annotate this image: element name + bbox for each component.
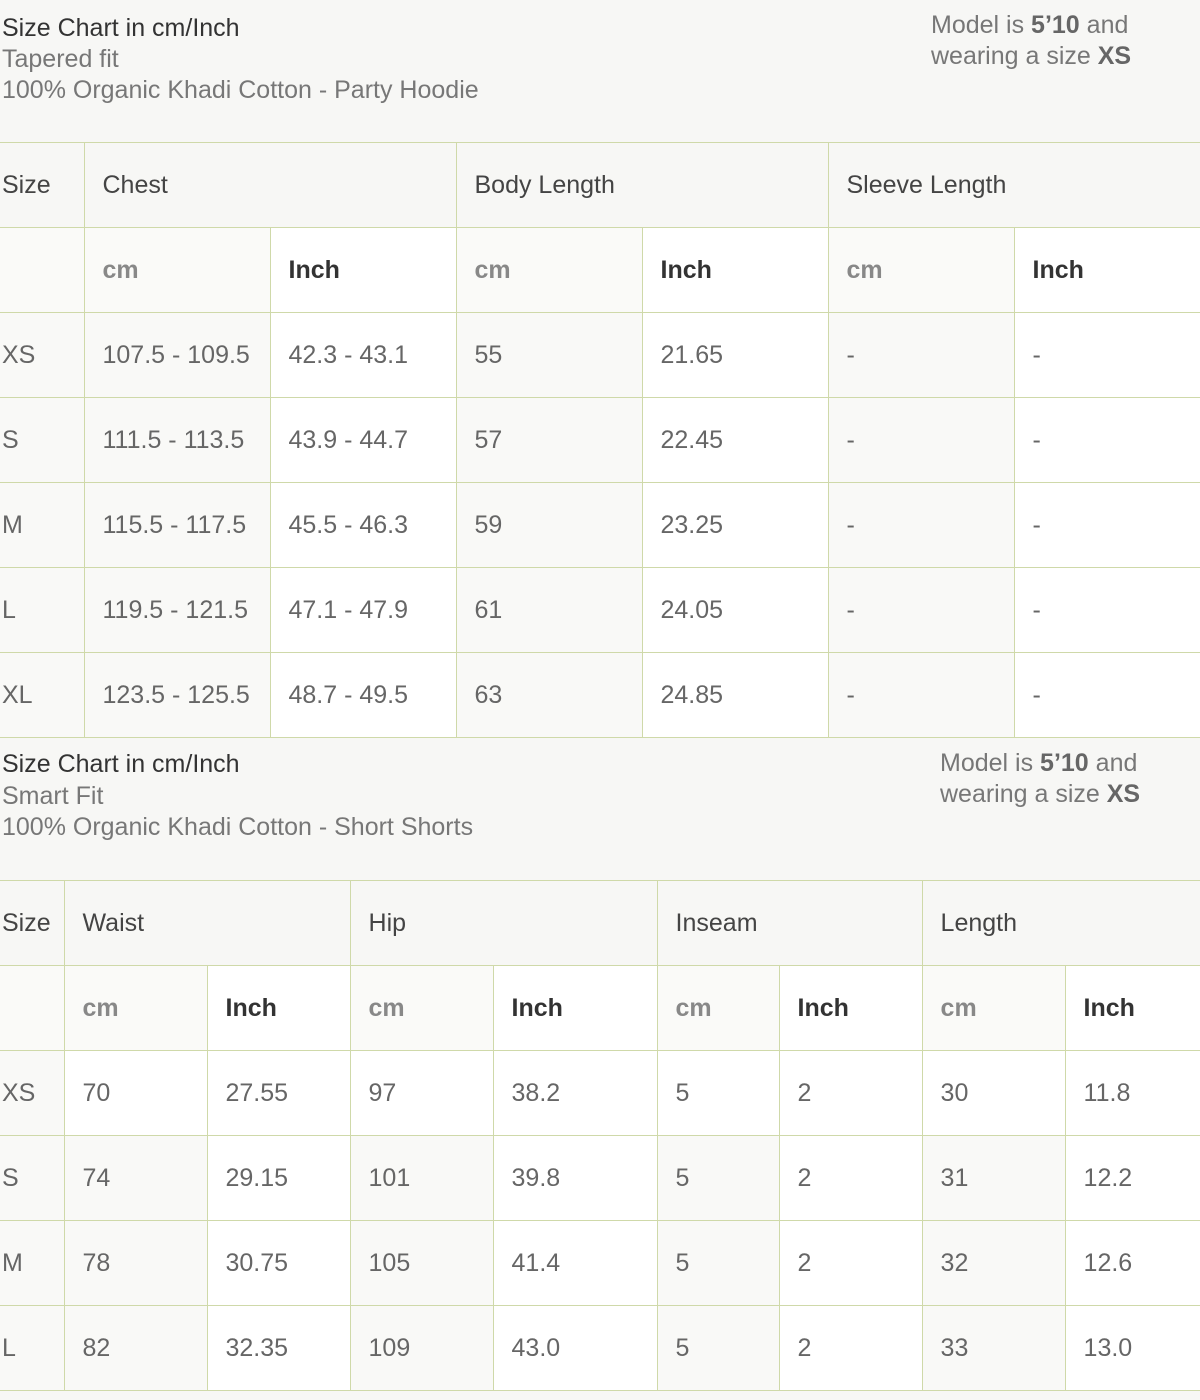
table-cell: 107.5 - 109.5	[84, 313, 270, 398]
unit-cm: cm	[456, 228, 642, 313]
table-cell: 105	[350, 1221, 493, 1306]
table-cell: 27.55	[207, 1051, 350, 1136]
model-info	[931, 10, 1131, 72]
unit-inch: Inch	[779, 966, 922, 1051]
table-row	[0, 653, 1200, 738]
table-cell: 38.2	[493, 1051, 657, 1136]
table-cell: 82	[64, 1306, 207, 1391]
table-cell: -	[828, 398, 1014, 483]
model-height: 5’10	[1031, 11, 1080, 39]
unit-cm: cm	[64, 966, 207, 1051]
table-cell: 33	[922, 1306, 1065, 1391]
table-cell: 55	[456, 313, 642, 398]
table-cell: 111.5 - 113.5	[84, 398, 270, 483]
table-cell: 45.5 - 46.3	[270, 483, 456, 568]
table-cell: 57	[456, 398, 642, 483]
table-row	[0, 1221, 1200, 1306]
table-cell: 41.4	[493, 1221, 657, 1306]
size-header: Size	[0, 881, 64, 966]
model-text: Model is	[940, 749, 1041, 777]
table-row	[0, 1051, 1200, 1136]
unit-inch: Inch	[207, 966, 350, 1051]
sleeve-length-header: Sleeve Length	[828, 143, 1200, 228]
size-header: Size	[0, 143, 84, 228]
table-row	[0, 398, 1200, 483]
model-size: XS	[1097, 42, 1132, 70]
size-cell: S	[0, 398, 84, 483]
unit-header-row	[0, 966, 1200, 1051]
table-cell: -	[828, 483, 1014, 568]
size-cell: L	[0, 568, 84, 653]
waist-header: Waist	[64, 881, 350, 966]
table-cell: 32.35	[207, 1306, 350, 1391]
table-cell: 43.0	[493, 1306, 657, 1391]
table-cell: -	[1014, 653, 1200, 738]
table-cell: 59	[456, 483, 642, 568]
size-cell: M	[0, 1221, 64, 1306]
unit-inch: Inch	[493, 966, 657, 1051]
table-cell: 70	[64, 1051, 207, 1136]
model-text: wearing a size	[940, 780, 1107, 808]
table-cell: 31	[922, 1136, 1065, 1221]
table-cell: 61	[456, 568, 642, 653]
table-cell: 119.5 - 121.5	[84, 568, 270, 653]
hip-header: Hip	[350, 881, 657, 966]
model-text: and	[1088, 749, 1138, 777]
length-header: Length	[922, 881, 1200, 966]
table-cell: 101	[350, 1136, 493, 1221]
table-cell: 12.6	[1065, 1221, 1200, 1306]
unit-header-row	[0, 228, 1200, 313]
table-row	[0, 568, 1200, 653]
table-cell: -	[1014, 313, 1200, 398]
unit-cm: cm	[828, 228, 1014, 313]
model-text: wearing a size	[931, 42, 1098, 70]
shorts-size-chart	[0, 742, 1200, 1400]
table-cell: 115.5 - 117.5	[84, 483, 270, 568]
table-cell: 13.0	[1065, 1306, 1200, 1391]
product-label: 100% Organic Khadi Cotton - Short Shorts	[2, 813, 474, 841]
table-cell: 2	[779, 1051, 922, 1136]
table-cell: 24.85	[642, 653, 828, 738]
table-row	[0, 483, 1200, 568]
unit-cm: cm	[84, 228, 270, 313]
model-info	[940, 748, 1140, 810]
table-cell: 42.3 - 43.1	[270, 313, 456, 398]
table-cell: 12.2	[1065, 1136, 1200, 1221]
empty-cell	[0, 966, 64, 1051]
table-cell: 63	[456, 653, 642, 738]
table-cell: -	[1014, 398, 1200, 483]
table-row	[0, 1306, 1200, 1391]
table-cell: 74	[64, 1136, 207, 1221]
unit-inch: Inch	[1014, 228, 1200, 313]
table-cell: 29.15	[207, 1136, 350, 1221]
size-cell: L	[0, 1306, 64, 1391]
table-cell: 11.8	[1065, 1051, 1200, 1136]
chart-title: Size Chart in cm/Inch	[2, 14, 240, 42]
size-cell: S	[0, 1136, 64, 1221]
table-cell: 30.75	[207, 1221, 350, 1306]
table-cell: 39.8	[493, 1136, 657, 1221]
table-cell: -	[828, 313, 1014, 398]
model-height: 5’10	[1040, 749, 1089, 777]
unit-cm: cm	[922, 966, 1065, 1051]
model-size: XS	[1106, 780, 1141, 808]
table-cell: 2	[779, 1136, 922, 1221]
table-cell: -	[1014, 483, 1200, 568]
size-cell: XS	[0, 313, 84, 398]
chart-title: Size Chart in cm/Inch	[2, 750, 240, 778]
table-cell: 123.5 - 125.5	[84, 653, 270, 738]
group-header-row	[0, 881, 1200, 966]
table-cell: -	[828, 653, 1014, 738]
empty-cell	[0, 228, 84, 313]
table-cell: 30	[922, 1051, 1065, 1136]
table-cell: 47.1 - 47.9	[270, 568, 456, 653]
shorts-size-table	[0, 880, 1200, 1391]
table-cell: -	[1014, 568, 1200, 653]
fit-label: Tapered fit	[2, 45, 119, 73]
group-header-row	[0, 143, 1200, 228]
model-text: and	[1079, 11, 1129, 39]
table-cell: 43.9 - 44.7	[270, 398, 456, 483]
unit-cm: cm	[350, 966, 493, 1051]
size-cell: M	[0, 483, 84, 568]
unit-inch: Inch	[270, 228, 456, 313]
hoodie-size-table	[0, 142, 1200, 738]
table-cell: 24.05	[642, 568, 828, 653]
table-row	[0, 313, 1200, 398]
unit-inch: Inch	[642, 228, 828, 313]
model-text: Model is	[931, 11, 1032, 39]
fit-label: Smart Fit	[2, 782, 104, 810]
table-cell: 109	[350, 1306, 493, 1391]
table-cell: 2	[779, 1221, 922, 1306]
inseam-header: Inseam	[657, 881, 922, 966]
table-cell: 5	[657, 1051, 779, 1136]
unit-cm: cm	[657, 966, 779, 1051]
table-cell: 78	[64, 1221, 207, 1306]
table-cell: 22.45	[642, 398, 828, 483]
size-cell: XS	[0, 1051, 64, 1136]
product-label: 100% Organic Khadi Cotton - Party Hoodie	[2, 76, 479, 104]
table-cell: 97	[350, 1051, 493, 1136]
table-cell: 32	[922, 1221, 1065, 1306]
table-cell: -	[828, 568, 1014, 653]
table-cell: 5	[657, 1306, 779, 1391]
table-cell: 48.7 - 49.5	[270, 653, 456, 738]
table-cell: 5	[657, 1136, 779, 1221]
size-cell: XL	[0, 653, 84, 738]
table-row	[0, 1136, 1200, 1221]
unit-inch: Inch	[1065, 966, 1200, 1051]
chest-header: Chest	[84, 143, 456, 228]
table-cell: 5	[657, 1221, 779, 1306]
body-length-header: Body Length	[456, 143, 828, 228]
table-cell: 23.25	[642, 483, 828, 568]
table-cell: 21.65	[642, 313, 828, 398]
table-cell: 2	[779, 1306, 922, 1391]
